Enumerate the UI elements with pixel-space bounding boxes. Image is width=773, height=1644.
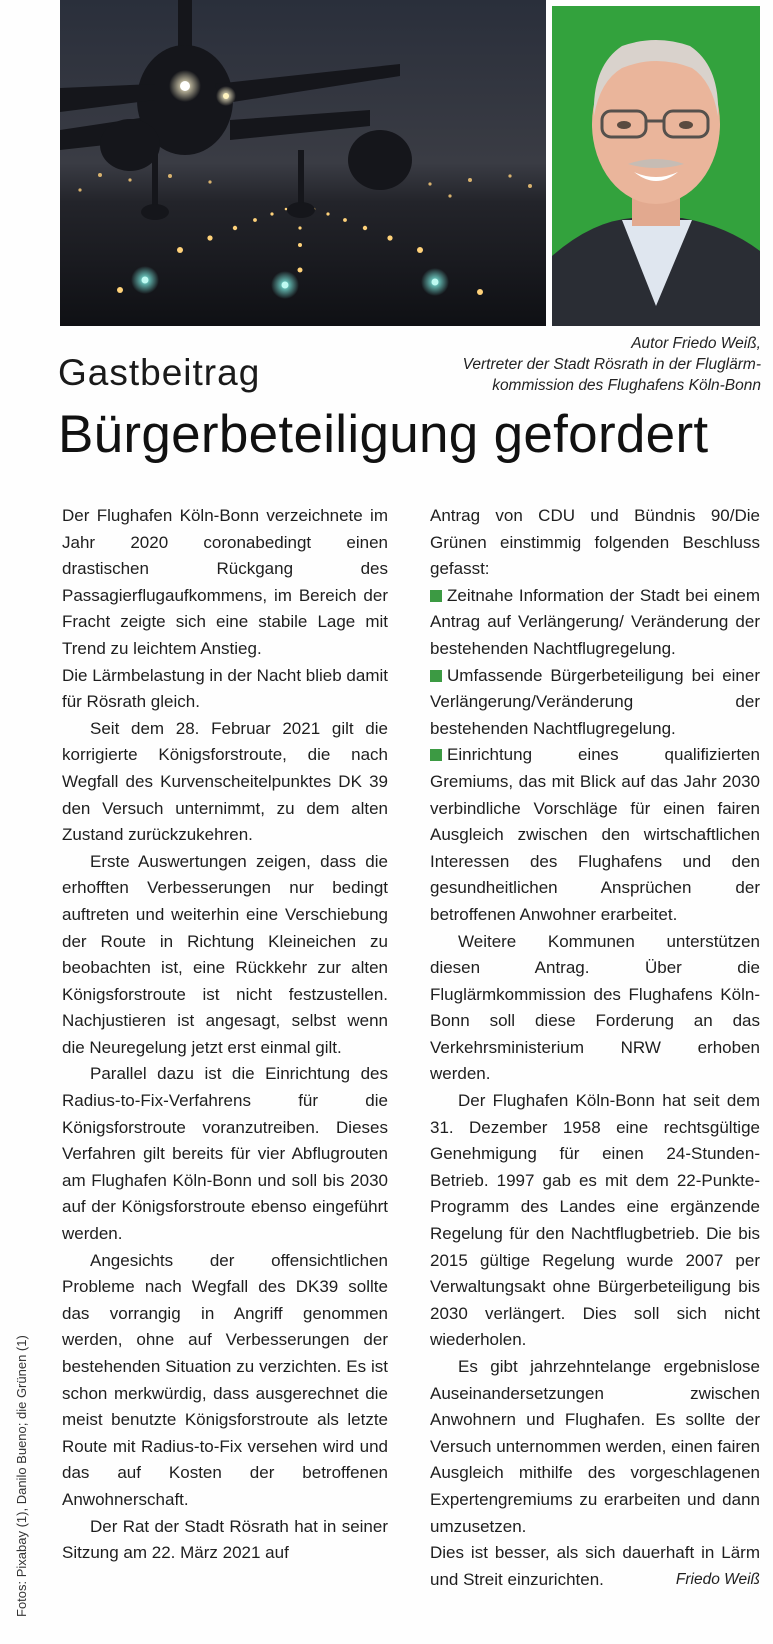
caption-line-2: Vertreter der Stadt Rösrath in der Fluglärm- bbox=[462, 356, 761, 373]
article-kicker: Gastbeitrag bbox=[58, 352, 261, 393]
paragraph: Erste Auswertungen zeigen, dass die erhofften Verbesserungen nur bedingt auftreten und weiterhin eine Verschiebung der Route in Richtung Kleineichen zu beobachten ist, eine Rückkehr zur alten Königsforstroute ist nicht festzustellen. Nachjustieren ist angesagt, selbst wenn die Neuregelung jetzt erst einmal gilt. bbox=[62, 851, 388, 1057]
green-square-bullet-icon bbox=[430, 670, 442, 682]
paragraph: Antrag von CDU und Bündnis 90/Die Grünen einstimmig folgenden Beschluss gefasst: bbox=[430, 506, 760, 579]
paragraph: Der Flughafen Köln-Bonn hat seit dem 31. Dezember 1958 eine rechtsgültige Genehmigung für einen 24-Stunden-Betrieb. 1997 gab es mit dem 22-Punkte-Programm des Landes eine ergänzende Regelung für den Nachtflugbetrieb. Die bis 2015 gültige Regelung wurde 2007 per Verwaltungsakt ohne Bürgerbeteiligung bis 2030 verlängert. Dies soll sich nicht wiederholen. bbox=[430, 1091, 760, 1350]
article-headline: Bürgerbeteiligung gefordert bbox=[58, 405, 709, 464]
caption-line-1: Autor Friedo Weiß, bbox=[631, 335, 761, 352]
bullet-text: Zeitnahe Information der Stadt bei einem Antrag auf Verlängerung/ Veränderung der bestehenden Nachtflugregelung. bbox=[430, 585, 760, 658]
photo-credit: Fotos: Pixabay (1), Danilo Bueno; die Grünen (1) bbox=[14, 1335, 29, 1617]
article-column-right bbox=[430, 503, 760, 1593]
airplane-photo bbox=[60, 0, 546, 326]
bullet-item bbox=[430, 583, 760, 663]
paragraph: Der Flughafen Köln-Bonn verzeichnete im Jahr 2020 coronabedingt einen drastischen Rückgang des Passagierflugaufkommens, im Bereich der Fracht zeigte sich eine stabile Lage mit Trend zu leichtem Anstieg. bbox=[62, 506, 388, 658]
bullet-text: Einrichtung eines qualifizierten Gremiums, das mit Blick auf das Jahr 2030 verbindliche Vorschläge für einen fairen Ausgleich zwischen den wirtschaftlichen Interessen des Flughafens und den gesundheitlichen Ansprüchen der betroffenen Anwohner erarbeitet. bbox=[430, 745, 760, 924]
bullet-text: Umfassende Bürgerbeteiligung bei einer Verlängerung/Veränderung der bestehenden Nachtflugregelung. bbox=[430, 665, 760, 738]
green-square-bullet-icon bbox=[430, 749, 442, 761]
paragraph: Angesichts der offensichtlichen Probleme nach Wegfall des DK39 sollte das vorrangig in Angriff genommen werden, ohne auf Verbesserungen der bestehenden Situation zu verzichten. Es ist schon merkwürdig, dass ausgerechnet die meist benutzte Königsforstroute als letzte Route mit Radius-to-Fix versehen wird und das auf Kosten der betroffenen Anwohnerschaft. bbox=[62, 1250, 388, 1509]
bullet-item bbox=[430, 663, 760, 743]
author-signature: Friedo Weiß bbox=[675, 1570, 760, 1588]
article-column-left bbox=[62, 503, 388, 1567]
green-square-bullet-icon bbox=[430, 590, 442, 602]
closing-paragraph bbox=[430, 1540, 760, 1593]
paragraph: Parallel dazu ist die Einrichtung des Radius-to-Fix-Verfahrens für die Königsforstroute voranzutreiben. Dieses Verfahren gilt bereits für vier Abflugrouten am Flughafen Köln-Bonn und soll bis 2030 auf der Königsforstroute ebenso eingeführt werden. bbox=[62, 1064, 388, 1244]
closing-text: Dies ist besser, als sich dauerhaft in Lärm und Streit einzurichten. bbox=[430, 1543, 760, 1589]
paragraph: Der Rat der Stadt Rösrath hat in seiner Sitzung am 22. März 2021 auf bbox=[62, 1516, 388, 1563]
paragraph: Es gibt jahrzehntelange ergebnislose Auseinandersetzungen zwischen Anwohnern und Flughafen. Es sollte der Versuch unternommen werden, einen fairen Ausgleich mithilfe des vorgeschlagenen Expertengremiums zu erarbeiten und dann umzusetzen. bbox=[430, 1357, 760, 1536]
author-portrait-photo bbox=[552, 6, 760, 326]
caption-line-3: kommission des Flughafens Köln-Bonn bbox=[492, 377, 761, 394]
bullet-item bbox=[430, 742, 760, 928]
photo-caption bbox=[341, 333, 761, 396]
paragraph: Die Lärmbelastung in der Nacht blieb damit für Rösrath gleich. bbox=[62, 665, 389, 712]
paragraph: Seit dem 28. Februar 2021 gilt die korrigierte Königsforstroute, die nach Wegfall des Kurvenscheitelpunktes DK 39 den Versuch unternimmt, zu dem alten Zustand zurückzukehren. bbox=[62, 718, 388, 845]
paragraph: Weitere Kommunen unterstützen diesen Antrag. Über die Fluglärmkommission des Flughafens Köln-Bonn soll diese Forderung an das Verkehrsministerium NRW erhoben werden. bbox=[430, 931, 760, 1084]
